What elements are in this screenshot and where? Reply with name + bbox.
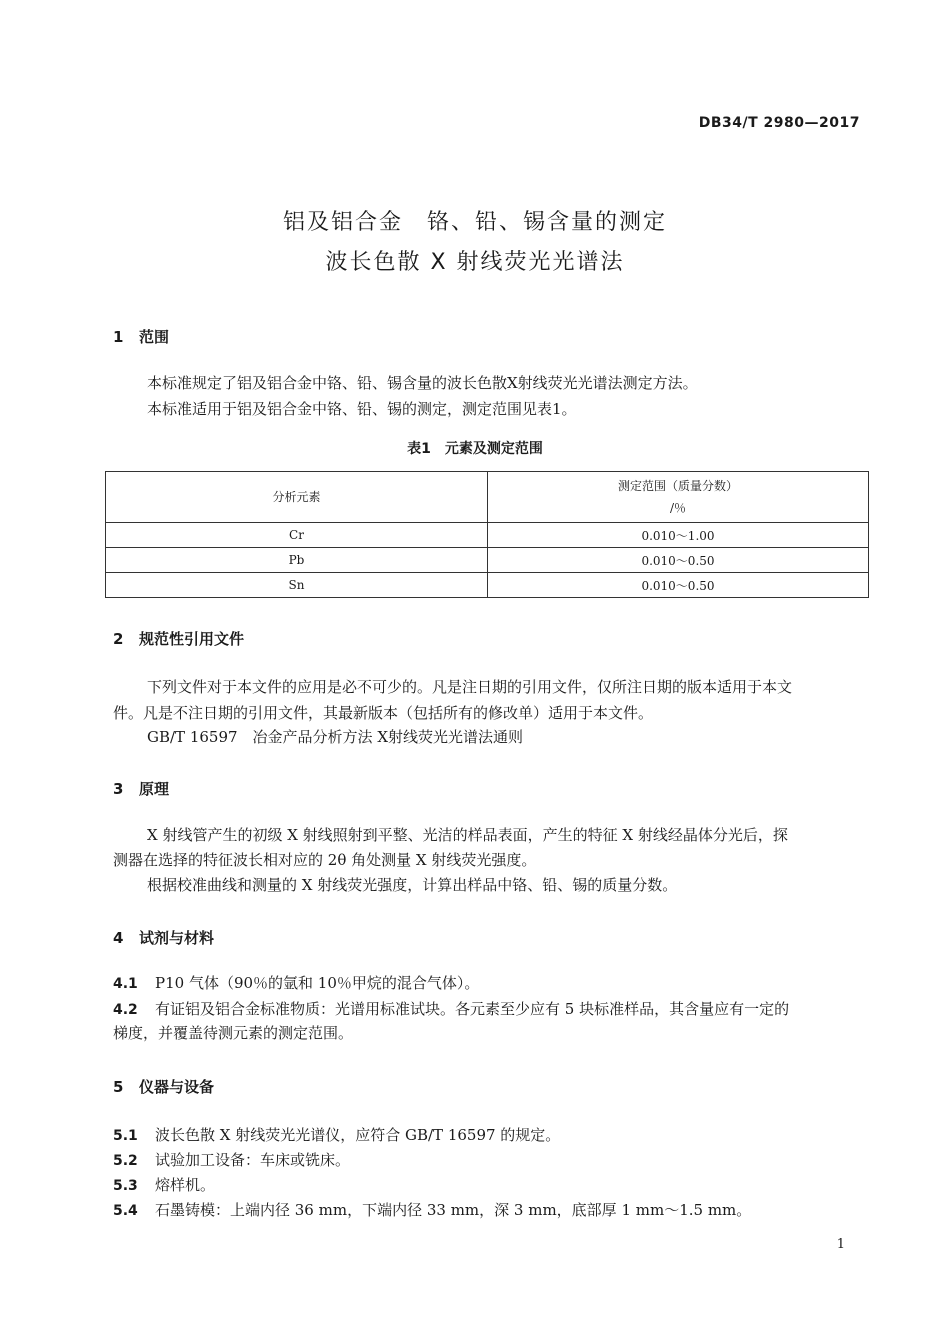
title-line-1: 铝及铝合金 铬、铅、锡含量的测定: [282, 210, 667, 235]
section-4-heading: [113, 927, 214, 948]
section-number: 5: [113, 1078, 124, 1096]
principle-paragraph-2: 根据校准曲线和测量的 X 射线荧光强度，计算出样品中铬、铅、锡的质量分数。: [147, 876, 678, 894]
section-5-heading: [113, 1076, 214, 1097]
range-header-line-2: /％: [669, 501, 687, 515]
clause-5-1: [113, 1124, 560, 1145]
table-header-row: [106, 472, 869, 523]
clause-5-2: [113, 1149, 350, 1170]
element-cell: Cr: [106, 523, 488, 548]
clause-4-2-continuation: 梯度，并覆盖待测元素的测定范围。: [113, 1024, 354, 1042]
element-cell: Pb: [106, 548, 488, 573]
clause-5-3: [113, 1174, 215, 1195]
page-number: 1: [836, 1237, 845, 1252]
section-title: 范围: [139, 328, 170, 346]
clause-number: 5.4: [113, 1203, 138, 1219]
section-2-heading: [113, 628, 244, 649]
range-cell: 0.010～0.50: [488, 548, 869, 573]
element-range-table: [105, 471, 869, 598]
clause-5-4: [113, 1199, 751, 1220]
clause-number: 4.2: [113, 1002, 138, 1018]
principle-paragraph-line-1: X 射线管产生的初级 X 射线照射到平整、光洁的样品表面，产生的特征 X 射线经晶体分光后，探: [147, 826, 788, 844]
column-header-element: 分析元素: [106, 472, 488, 523]
range-cell: 0.010～0.50: [488, 573, 869, 598]
clause-4-2: [113, 998, 789, 1019]
element-cell: Sn: [106, 573, 488, 598]
clause-text: 有证铝及铝合金标准物质：光谱用标准试块。各元素至少应有 5 块标准样品，其含量应有一定的: [155, 1000, 790, 1018]
section-title: 原理: [139, 780, 170, 798]
scope-paragraph-2: 本标准适用于铝及铝合金中铬、铅、锡的测定，测定范围见表1。: [147, 400, 577, 418]
references-paragraph-line-2: 件。凡是不注日期的引用文件，其最新版本（包括所有的修改单）适用于本文件。: [113, 704, 654, 722]
section-number: 2: [113, 630, 124, 648]
section-number: 1: [113, 328, 124, 346]
range-cell: 0.010～1.00: [488, 523, 869, 548]
clause-text: 试验加工设备：车床或铣床。: [155, 1151, 351, 1169]
section-title: 试剂与材料: [139, 929, 215, 947]
clause-text: P10 气体（90％的氩和 10％甲烷的混合气体）。: [155, 974, 480, 992]
section-title: 仪器与设备: [139, 1078, 215, 1096]
table-row: [106, 548, 869, 573]
principle-paragraph-line-2: 测器在选择的特征波长相对应的 2θ 角处测量 X 射线荧光强度。: [113, 851, 537, 869]
clause-text: 波长色散 X 射线荧光光谱仪，应符合 GB/T 16597 的规定。: [155, 1126, 561, 1144]
section-3-heading: [113, 778, 169, 799]
section-number: 4: [113, 929, 124, 947]
clause-text: 熔样机。: [155, 1176, 216, 1194]
clause-number: 5.2: [113, 1153, 138, 1169]
clause-text: 石墨铸模：上端内径 36 mm，下端内径 33 mm，深 3 mm，底部厚 1 mm～1.5 mm。: [155, 1201, 752, 1219]
references-paragraph-line-1: 下列文件对于本文件的应用是必不可少的。凡是注日期的引用文件，仅所注日期的版本适用于本文: [147, 678, 793, 696]
range-header-line-1: 测定范围（质量分数）: [617, 479, 738, 493]
title-line-2: 波长色散 X 射线荧光光谱法: [325, 250, 625, 275]
scope-paragraph-1: 本标准规定了铝及铝合金中铬、铅、锡含量的波长色散X射线荧光光谱法测定方法。: [147, 374, 698, 392]
table-row: [106, 573, 869, 598]
table-caption: 表1 元素及测定范围: [407, 441, 543, 457]
section-title: 规范性引用文件: [139, 630, 245, 648]
clause-number: 4.1: [113, 976, 138, 992]
column-header-range: [488, 472, 869, 523]
section-1-heading: [113, 326, 169, 347]
section-number: 3: [113, 780, 124, 798]
table-row: [106, 523, 869, 548]
standard-number: DB34/T 2980—2017: [698, 115, 860, 131]
clause-number: 5.1: [113, 1128, 138, 1144]
clause-4-1: [113, 972, 479, 993]
clause-number: 5.3: [113, 1178, 138, 1194]
reference-gbt-16597: GB/T 16597 冶金产品分析方法 X射线荧光光谱法通则: [147, 728, 523, 746]
